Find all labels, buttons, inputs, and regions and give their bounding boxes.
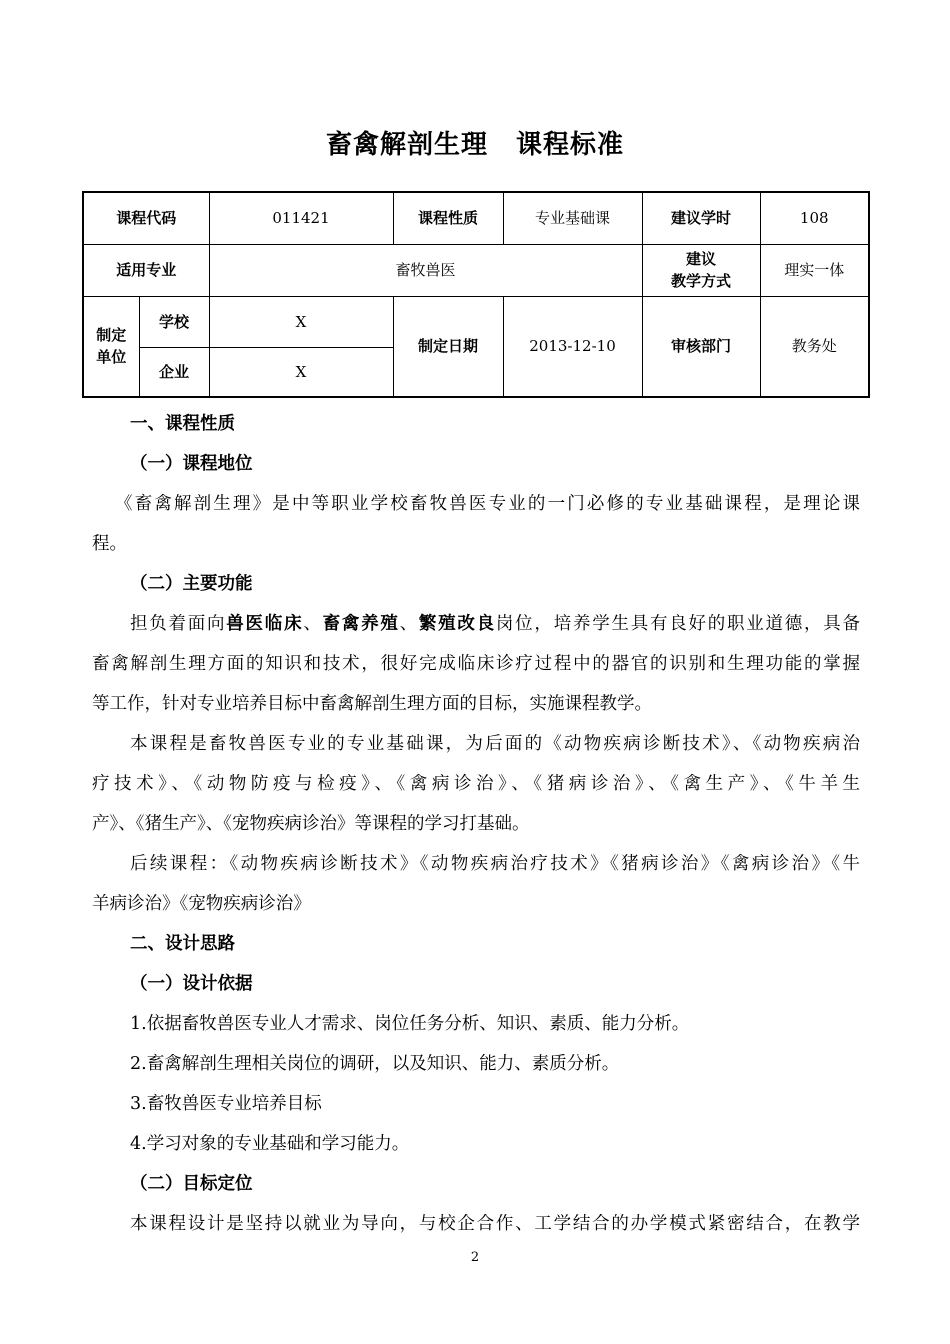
function-text-pre: 担负着面向 xyxy=(130,614,227,634)
school-label: 学校 xyxy=(139,296,209,347)
teaching-method-label-line-2: 教学方式 xyxy=(670,272,731,290)
list-item: 1.依据畜牧兽医专业人才需求、岗位任务分析、知识、素质、能力分析。 xyxy=(130,1014,690,1034)
issue-date-label: 制定日期 xyxy=(393,296,503,397)
course-code-label: 课程代码 xyxy=(83,192,209,244)
keyword-breeding: 繁殖改良 xyxy=(418,614,496,634)
enterprise-value: X xyxy=(209,347,393,397)
paragraph-function-line-2: 畜禽解剖生理方面的知识和技术，很好完成临床诊疗过程中的器官的识别和生理功能的掌握 xyxy=(92,654,860,674)
keyword-vet-clinic: 兽医临床 xyxy=(226,614,304,634)
issue-date-value: 2013-12-10 xyxy=(503,296,642,397)
paragraph-course-line-2: 疗技术》、《动物防疫与检疫》、《禽病诊治》、《猪病诊治》、《禽生产》、《牛羊生 xyxy=(92,774,860,794)
table-row xyxy=(83,296,869,347)
function-text-sep-1: 、 xyxy=(303,614,323,634)
paragraph-function-line-3: 等工作，针对专业培养目标中畜禽解剖生理方面的目标，实施课程教学。 xyxy=(92,694,652,714)
teaching-method-value: 理实一体 xyxy=(760,244,869,296)
function-text-sep-2: 、 xyxy=(399,614,419,634)
paragraph-function-line-1 xyxy=(130,613,860,635)
list-item: 3.畜牧兽医专业培养目标 xyxy=(130,1094,322,1114)
issuing-unit-label-line-2: 单位 xyxy=(96,348,127,367)
table-row xyxy=(83,244,869,296)
table-row xyxy=(83,192,869,244)
paragraph-position-line-2: 程。 xyxy=(92,534,127,554)
course-code-value: 011421 xyxy=(209,192,393,244)
list-item: 2.畜禽解剖生理相关岗位的调研，以及知识、能力、素质分析。 xyxy=(130,1054,620,1074)
section-heading-2: 二、设计思路 xyxy=(130,934,235,954)
suggested-hours-label: 建议学时 xyxy=(642,192,760,244)
subsection-heading-course-position: （一）课程地位 xyxy=(130,454,253,474)
list-item: 4.学习对象的专业基础和学习能力。 xyxy=(130,1134,410,1154)
teaching-method-label xyxy=(642,244,760,296)
course-info-table xyxy=(82,191,870,398)
paragraph-course-line-1: 本课程是畜牧兽医专业的专业基础课，为后面的《动物疾病诊断技术》、《动物疾病治 xyxy=(130,734,860,754)
section-heading-1: 一、课程性质 xyxy=(130,414,235,434)
paragraph-course-line-3: 产》、《猪生产》、《宠物疾病诊治》等课程的学习打基础。 xyxy=(92,814,530,834)
paragraph-goal-line-1: 本课程设计是坚持以就业为导向，与校企合作、工学结合的办学模式紧密结合，在教学 xyxy=(130,1214,860,1234)
issuing-unit-label-line-1: 制定 xyxy=(96,326,127,345)
title-part-2: 课程标准 xyxy=(516,130,625,160)
subsection-heading-design-basis: （一）设计依据 xyxy=(130,974,253,994)
page-title xyxy=(0,124,950,161)
review-dept-value: 教务处 xyxy=(760,296,869,397)
school-value: X xyxy=(209,296,393,347)
course-nature-label: 课程性质 xyxy=(393,192,503,244)
applicable-major-label: 适用专业 xyxy=(83,244,209,296)
subsection-heading-goal-positioning: （二）目标定位 xyxy=(130,1174,253,1194)
applicable-major-value: 畜牧兽医 xyxy=(209,244,642,296)
suggested-hours-value: 108 xyxy=(760,192,869,244)
issuing-unit-label xyxy=(83,296,139,397)
subsection-heading-main-function: （二）主要功能 xyxy=(130,574,253,594)
keyword-livestock-farming: 畜禽养殖 xyxy=(322,614,400,634)
paragraph-position-line-1: 《畜禽解剖生理》是中等职业学校畜牧兽医专业的一门必修的专业基础课程，是理论课 xyxy=(115,494,860,514)
enterprise-label: 企业 xyxy=(139,347,209,397)
page-number: 2 xyxy=(470,1250,480,1265)
teaching-method-label-line-1: 建议 xyxy=(685,250,716,268)
function-text-post: 岗位，培养学生具有良好的职业道德，具备 xyxy=(495,614,861,634)
review-dept-label: 审核部门 xyxy=(642,296,760,397)
paragraph-followup-line-2: 羊病诊治》《宠物疾病诊治》 xyxy=(92,894,311,914)
course-nature-value: 专业基础课 xyxy=(503,192,642,244)
paragraph-followup-line-1: 后续课程：《动物疾病诊断技术》《动物疾病治疗技术》《猪病诊治》《禽病诊治》《牛 xyxy=(130,854,860,874)
title-part-1: 畜禽解剖生理 xyxy=(325,130,488,160)
